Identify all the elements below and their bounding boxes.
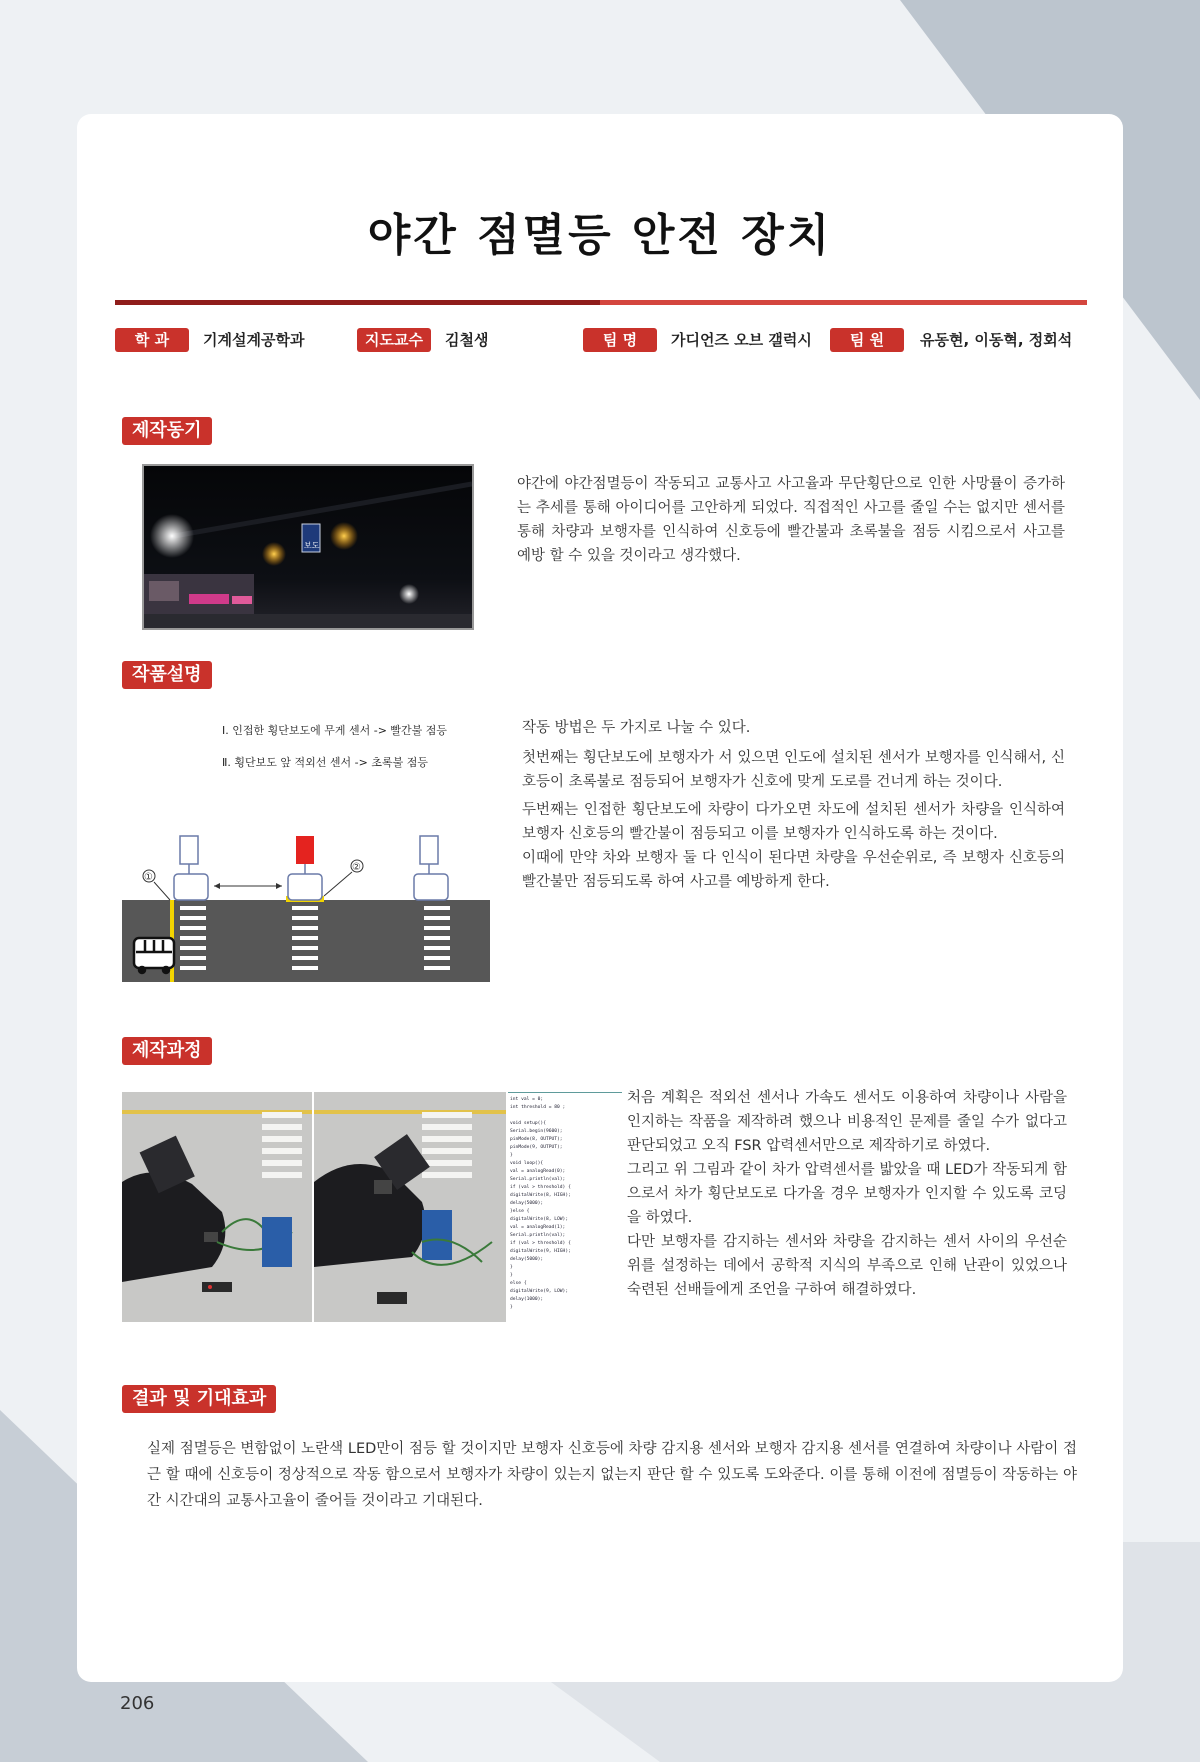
team-label: 팀 명 — [583, 328, 657, 352]
description-text — [522, 716, 1065, 894]
description-paragraph-4: 이때에 만약 차와 보행자 둘 다 인식이 된다면 차량을 우선순위로, 즉 보행자 신호등의 빨간불만 점등되도록 하여 사고를 예방하게 한다. — [522, 850, 1065, 890]
section-heading-results: 결과 및 기대효과 — [122, 1385, 276, 1413]
advisor-value: 김철생 — [445, 331, 489, 349]
night-scene-illustration — [144, 466, 472, 628]
dept-value: 기계설계공학과 — [203, 331, 305, 349]
arduino-code: int val = 0; int threshold = 80 ; void setup(){ Serial.begin(9600); pinMode(8, OUTPUT); pinMode(9, OUTPUT); } void loop(){ val = analogRead(0); Serial.println(val); if (val > threshold) { digitalWrite(8, HIGH); delay(5000); }else { digitalWrite(8, LOW); val = analogRead(1); Serial.println(val); if (val > threshold) { digitalWrite(9, HIGH); delay(5000); } } else { digitalWrite(9, LOW); delay(1000); } — [510, 1097, 571, 1310]
signal-light-right — [420, 836, 438, 864]
description-paragraph-3: 두번째는 인접한 횡단보도에 차량이 다가오면 차도에 설치된 센서가 차량을 인식하여 보행자 신호등의 빨간불이 점등되고 이를 보행자가 인식하도록 하는 것이다. — [522, 802, 1065, 842]
motivation-paragraph: 야간에 야간점멸등이 작동되고 교통사고 사고율과 무단횡단으로 인한 사망률이 증가하는 추세를 통해 아이디어를 고안하게 되었다. 직접적인 사고를 줄일 수는 없지만 센서를 통해 차량과 보행자를 인식하여 신호등에 빨간불과 초록불을 점등 시킴으로서 사고를 예방 할 수 있을 것이라고 생각했다. — [517, 476, 1065, 564]
section-heading-process: 제작과정 — [122, 1037, 212, 1065]
operation-diagram — [122, 714, 502, 984]
results-paragraph: 실제 점멸등은 변함없이 노란색 LED만이 점등 할 것이지만 보행자 신호등에 차량 감지용 센서와 보행자 감지용 센서를 연결하여 차량이나 사람이 접근 할 때에 신호등이 정상적으로 작동 함으로서 보행자가 차량이 있는지 없는지 판단 할 수 있도록 도와준다. 이를 통해 이전에 점멸등이 작동하는 야간 시간대의 교통사고율이 줄어들 것이라고 기대된다. — [147, 1441, 1077, 1509]
section-heading-motivation: 제작동기 — [122, 417, 212, 445]
diagram-caption-1: Ⅰ. 인접한 횡단보도에 무게 센서 -> 빨간불 점등 — [222, 724, 448, 737]
dept-label: 학 과 — [115, 328, 189, 352]
diagram-caption-2: Ⅱ. 횡단보도 앞 적외선 센서 -> 초록불 점등 — [222, 756, 428, 769]
signal-light-red — [296, 836, 314, 864]
advisor-label: 지도교수 — [357, 328, 431, 352]
night-traffic-photo — [142, 464, 474, 630]
sign-text: 보도 — [304, 541, 320, 550]
page-number: 206 — [120, 1693, 155, 1714]
section-heading-description: 작품설명 — [122, 661, 212, 689]
members-label: 팀 원 — [830, 328, 904, 352]
marker-1: ① — [144, 872, 153, 883]
description-paragraph-2: 첫번째는 횡단보도에 보행자가 서 있으면 인도에 설치된 센서가 보행자를 인식해서, 신호등이 초록불로 점등되어 보행자가 신호에 맞게 도로를 건너게 하는 것이다. — [522, 750, 1065, 790]
page-title: 야간 점멸등 안전 장치 — [367, 210, 833, 261]
info-row — [115, 328, 1095, 354]
prototype-photo-1 — [122, 1092, 312, 1322]
signal-light-left — [180, 836, 198, 864]
process-text — [627, 1086, 1067, 1302]
process-paragraph-3: 다만 보행자를 감지하는 센서와 차량을 감지하는 센서 사이의 우선순위를 설정하는 데에서 공학적 지식의 부족으로 인해 난관이 있었으나 숙련된 선배들에게 조언을 구하여 해결하였다. — [627, 1234, 1067, 1298]
process-paragraph-2: 그리고 위 그림과 같이 차가 압력센서를 밟았을 때 LED가 작동되게 함으로서 차가 횡단보도로 다가올 경우 보행자가 인지할 수 있도록 코딩을 하였다. — [627, 1162, 1067, 1226]
process-photos — [122, 1092, 622, 1322]
marker-2: ② — [352, 862, 361, 873]
process-paragraph-1: 처음 계획은 적외선 센서나 가속도 센서도 이용하여 차량이나 사람을 인지하는 작품을 제작하려 했으나 비용적인 문제를 줄일 수가 없다고 판단되었고 오직 FSR 압력센서만으로 제작하기로 하였다. — [627, 1090, 1067, 1154]
title-divider — [115, 300, 1087, 305]
team-value: 가디언즈 오브 갤럭시 — [671, 331, 812, 349]
bus-icon — [134, 938, 174, 973]
prototype-photo-2 — [314, 1092, 506, 1322]
description-paragraph-1: 작동 방법은 두 가지로 나눌 수 있다. — [522, 720, 751, 736]
members-value: 유동현, 이동혁, 정회석 — [920, 331, 1073, 349]
poster-card — [77, 114, 1123, 1682]
